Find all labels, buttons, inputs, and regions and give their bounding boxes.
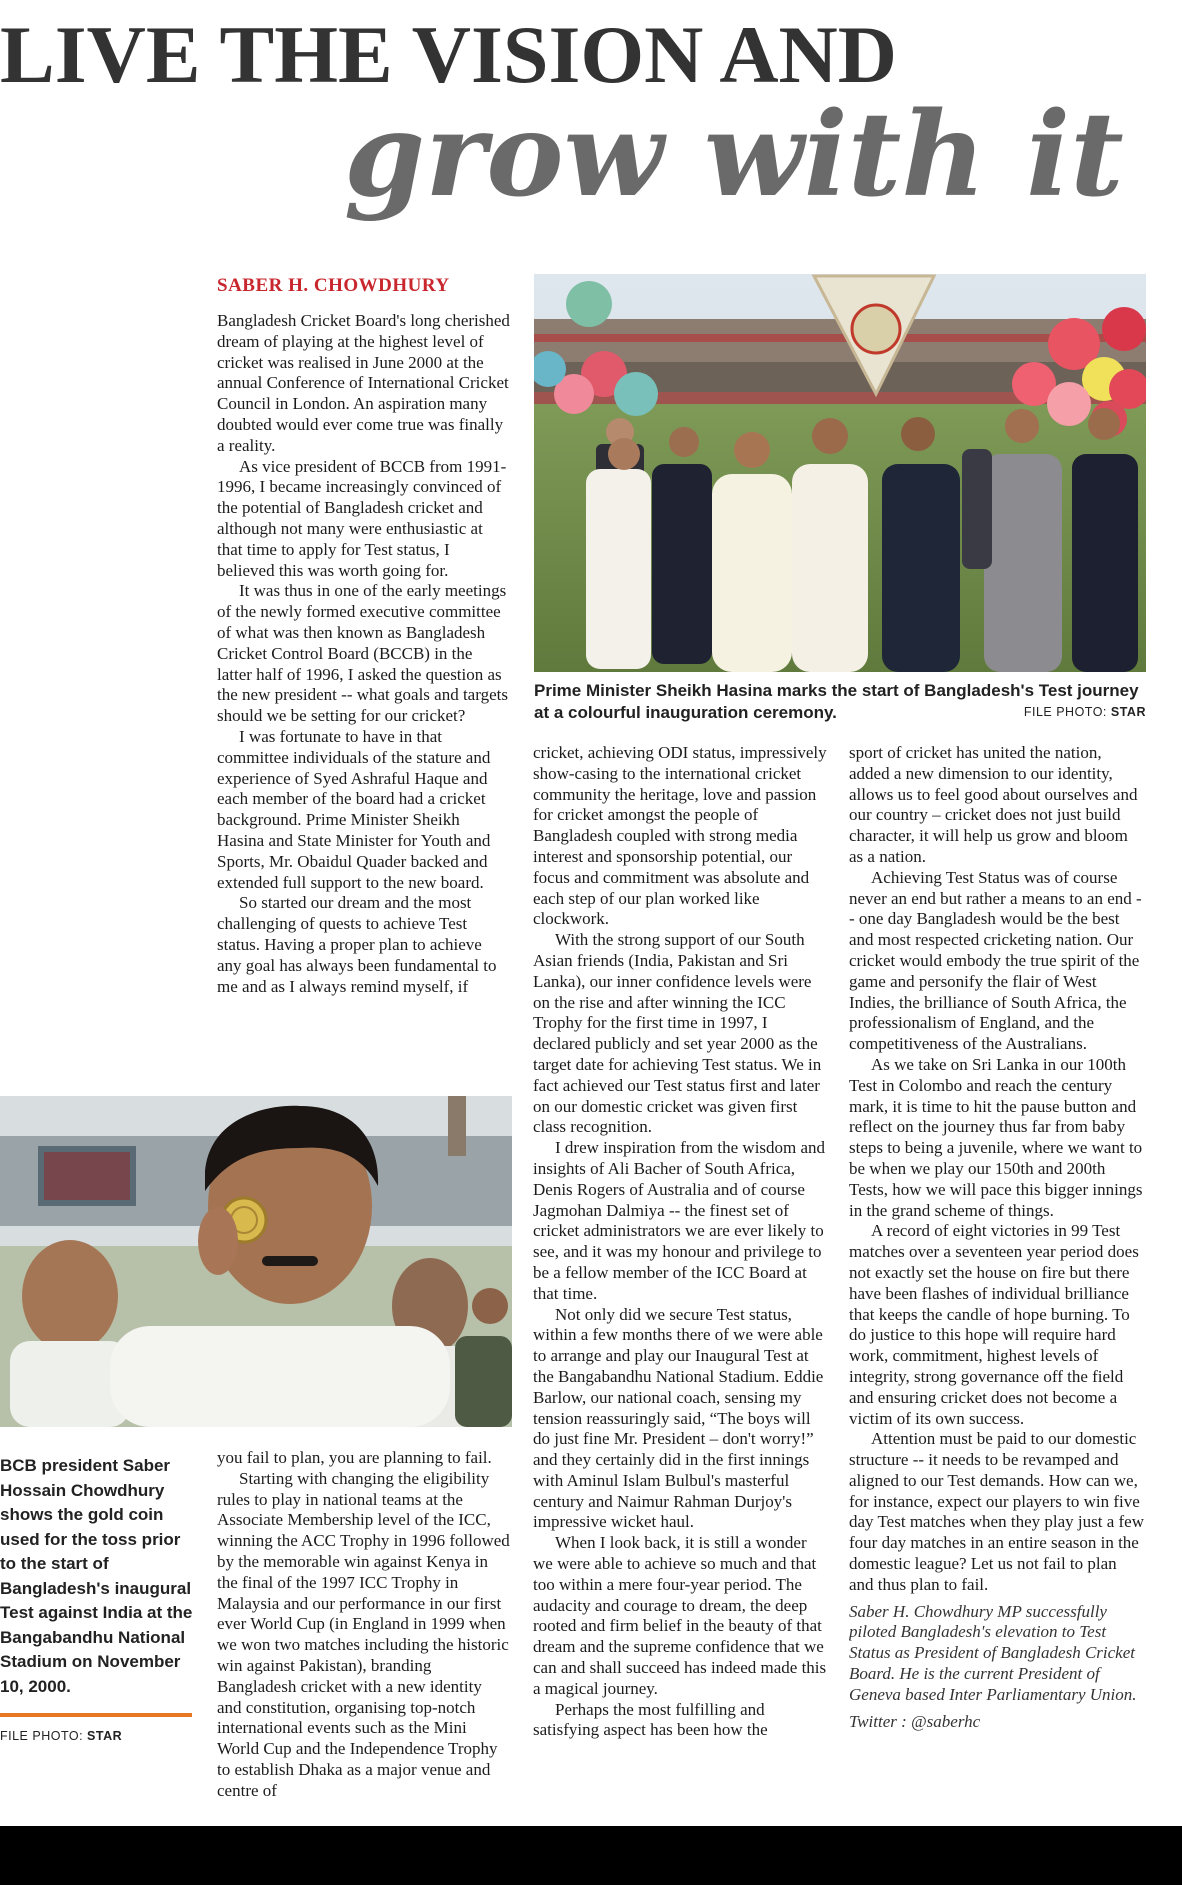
main-photo-caption: Prime Minister Sheikh Hasina marks the start of Bangladesh's Test journey at a colourful inauguration ceremony. [534, 681, 1139, 722]
left-photo-credit: FILE PHOTO: STAR [0, 1729, 123, 1743]
column-1-top [217, 311, 510, 1089]
paragraph: Achieving Test Status was of course never an end but rather a means to an end -- one day Bangladesh would be the best and most respected cricketing nation. Our cricket would embody the true spirit of the game and personify the flair of West Indies, the brilliance of South Africa, the professionalism of England, and the competitiveness of the Australians. [849, 867, 1142, 1054]
paragraph: With the strong support of our South Asian friends (India, Pakistan and Sri Lanka), our inner confidence levels were on the rise and after winning the ICC Trophy for the first time in 1997, I declared publicly and set year 2000 as the target date for achieving Test status. We in fact achieved our Test status first and later on our domestic cricket was given first class recognition. [533, 930, 822, 1137]
main-photo-credit: FILE PHOTO: STAR [1023, 705, 1146, 719]
paragraph: Not only did we secure Test status, within a few months there of we were able to arrange and play our Inaugural Test at the Bangabandhu National Stadium. Eddie Barlow, our national coach, sensing my tension reassuringly said, “The boys will do just fine Mr. President – don't worry!” and they certainly did in the first innings with Aminul Islam Bulbul's masterful century and Naimur Rahman Durjoy's impressive wicket haul. [533, 1304, 824, 1532]
paragraph: When I look back, it is still a wonder we were able to achieve so much and that too within a mere four-year period. The audacity and courage to dream, the deep rooted and firm belief in the beauty of that dream and the supreme confidence that we can and shall succeed has indeed made this a magical journey. [533, 1533, 827, 1698]
paragraph: Bangladesh Cricket Board's long cherished dream of playing at the highest level of cricket was realised in June 2000 at the annual Conference of International Cricket Council in London. An aspiration many doubted would ever come true was finally a reality. [217, 311, 510, 455]
column-1-bottom [217, 1448, 510, 1828]
paragraph: cricket, achieving ODI status, impressively show-casing to the international cricket community the heritage, love and passion for cricket amongst the people of Bangladesh coupled with strong media interest and sponsorship potential, our focus and commitment was absolute and each step of our plan worked like clockwork. [533, 743, 827, 929]
paragraph: I drew inspiration from the wisdom and insights of Ali Bacher of South Africa, Denis Rogers of Australia and of course Jagmohan Dalmiya -- the finest set of cricket administrators we are ever likely to see, and it was my honour and privilege to be a fellow member of the ICC Board at that time. [533, 1138, 826, 1303]
paragraph: As we take on Sri Lanka in our 100th Test in Colombo and reach the century mark, it is time to hit the pause button and reflect on the journey thus far from baby steps to being a juvenile, where we want to be when we play our 150th and 200th Tests, how we will pace this bigger innings in the grand scheme of things. [849, 1054, 1143, 1220]
paragraph: I was fortunate to have in that committee individuals of the stature and experience of Syed Ashraful Haque and each member of the board had a cricket background. Prime Minister Sheikh Hasina and State Minister for Youth and Sports, Mr. Obaidul Quader backed and extended full support to the new board. [217, 726, 491, 892]
left-photo [0, 1096, 512, 1427]
author-note: Saber H. Chowdhury MP successfully piloted Bangladesh's elevation to Test Status as President of Bangladesh Cricket Board. He is the current President of Geneva based Inter Parliamentary Union. [849, 1601, 1137, 1704]
paragraph: Starting with changing the eligibility rules to play in national teams at the Associate Membership level of the ICC, winning the ACC Trophy in 1996 followed by the memorable win against Kenya in the final of the 1997 ICC Trophy in Malaysia and our performance in our first ever World Cup (in England in 1999 when we won two matches including the historic win against Pakistan), branding Bangladesh cricket with a new identity and constitution, organising top-notch international events such as the Mini World Cup and the Independence Trophy to establish Dhaka as a major venue and centre of [217, 1468, 510, 1800]
paragraph: sport of cricket has united the nation, added a new dimension to our identity, allows us to feel good about ourselves and our country – cricket does not just build character, it will help us grow and bloom as a nation. [849, 743, 1138, 866]
headline-line2: grow with it [344, 87, 1124, 223]
paragraph: As vice president of BCCB from 1991-1996, I became increasingly convinced of the potential of Bangladesh cricket and although not many were enthusiastic at that time to apply for Test status, I believed this was worth going for. [217, 456, 507, 580]
caption-divider [0, 1713, 192, 1717]
main-photo [534, 274, 1146, 672]
paragraph: So started our dream and the most challenging of quests to achieve Test status. Having a proper plan to achieve any goal has always been fundamental to me and as I always remind myself, if [217, 893, 497, 996]
paragraph: Attention must be paid to our domestic structure -- it needs to be revamped and aligned to our Test demands. How can we, for instance, expect our players to win five day Test matches when they play just a few four day matches in an entire season in the domestic league? Let us not fail to plan and thus plan to fail. [849, 1429, 1144, 1594]
byline: SABER H. CHOWDHURY [217, 275, 450, 296]
paragraph: Perhaps the most fulfilling and satisfying aspect has been how the [533, 1699, 768, 1740]
footer-bar [0, 1826, 1182, 1885]
paragraph: you fail to plan, you are planning to fail. [217, 1448, 492, 1467]
paragraph: A record of eight victories in 99 Test matches over a seventeen year period does not exactly set the house on fire but there have been flashes of individual brilliance that keeps the candle of hope burning. To do justice to this hope will require hard work, commitment, highest levels of integrity, strong governance off the field and ensuring cricket does not become a victim of its own success. [849, 1221, 1139, 1428]
column-2 [533, 743, 829, 1828]
author-twitter: Twitter : @saberhc [849, 1711, 981, 1731]
column-3 [849, 743, 1145, 1828]
left-photo-caption: BCB president Saber Hossain Chowdhury shows the gold coin used for the toss prior to the start of Bangladesh's inaugural Test against India at the Bangabandhu National Stadium on November 10, 2000. [0, 1456, 193, 1696]
headline-line1: LIVE THE VISION AND [0, 9, 897, 100]
paragraph: It was thus in one of the early meetings of the newly formed executive committee of what was then known as Bangladesh Cricket Control Board (BCCB) in the latter half of 1996, I asked the question as the new president -- what goals and targets should we be setting for our cricket? [217, 581, 508, 726]
